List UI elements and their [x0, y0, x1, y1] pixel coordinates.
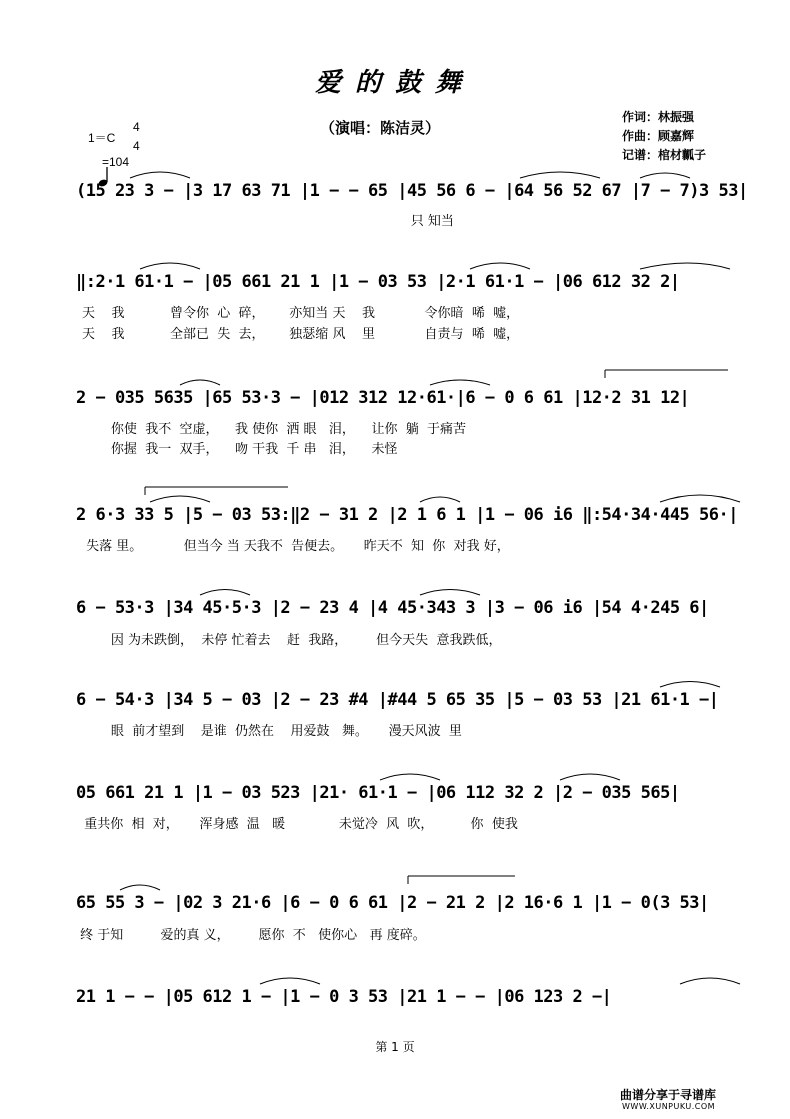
- song-title: 爱的鼓舞: [314, 68, 475, 98]
- lyric-line-2-verse-1: 天 我 曾令你 心 碎， 亦知当 天 我 令你暗 唏 嘘，: [82, 306, 520, 321]
- singer-credit: （演唱：陈洁灵）: [320, 119, 441, 137]
- score-line-2: ‖:2·1 61·1 − |05 661 21 1 |1 − 03 53 |2·1 61·1 − |06 612 32 2|: [76, 272, 680, 292]
- score-line-5: 6 − 53·3 |34 45·5·3 |2 − 23 4 |4 45·343 3 |3 − 06 i6 |54 4·245 6|: [76, 598, 709, 618]
- lyric-line-3-verse-2: 你握 我一 双手， 吻 干我 千 串 泪， 未怪: [82, 442, 398, 457]
- key-signature: 1＝C: [88, 131, 116, 145]
- lyric-line-1-verse-1: 只 知当: [76, 214, 454, 229]
- time-signature-bottom: 4: [133, 139, 140, 153]
- lyric-line-5-verse-1: 因 为未跌倒， 未停 忙着去 赶 我路， 但今天失 意我跌低，: [82, 633, 502, 648]
- transcriber-credit: 记谱：棺材瓤子: [622, 148, 707, 162]
- score-line-8: 65 55 3 − |02 3 21·6 |6 − 0 6 61 |2 − 21 2 |2 16·6 1 |1 − 0(3 53|: [76, 893, 709, 913]
- lyricist-credit: 作词：林振强: [622, 110, 695, 124]
- time-signature-top: 4: [133, 120, 140, 134]
- tempo-marking: =104: [102, 155, 130, 169]
- lyric-line-2-verse-2: 天 我 全部已 失 去， 独瑟缩 风 里 自责与 唏 嘘，: [82, 327, 520, 342]
- lyric-line-3-verse-1: 你使 我不 空虚， 我 使你 洒 眼 泪， 让你 躺 于痛苦: [82, 422, 466, 437]
- watermark-text: 曲谱分享于寻谱库: [620, 1088, 717, 1102]
- watermark-url: WWW.XUNPUKU.COM: [622, 1102, 716, 1111]
- composer-credit: 作曲：顾嘉辉: [622, 129, 695, 143]
- page-number: 第 1 页: [375, 1040, 415, 1054]
- score-line-9: 21 1 − − |05 612 1 − |1 − 0 3 53 |21 1 − − |06 123 2 −|: [76, 987, 612, 1007]
- score-line-4: 2 6·3 33 5 |5 − 03 53:‖2 − 31 2 |2 1 6 1 |1 − 06 i6 ‖:54·34·445 56·|: [76, 505, 738, 525]
- lyric-line-6-verse-1: 眼 前才望到 是谁 仍然在 用爱鼓 舞。 漫天风波 里: [82, 724, 462, 739]
- lyric-line-7-verse-1: 重共你 相 对， 浑身感 温 暖 未觉冷 风 吹， 你 使我: [76, 817, 518, 832]
- score-line-3: 2 − 035 5635 |65 53·3 − |012 312 12·61·|6 − 0 6 61 |12·2 31 12|: [76, 388, 690, 408]
- score-line-6: 6 − 54·3 |34 5 − 03 |2 − 23 #4 |#44 5 65 35 |5 − 03 53 |21 61·1 −|: [76, 690, 719, 710]
- score-line-7: 05 661 21 1 |1 − 03 523 |21· 61·1 − |06 112 32 2 |2 − 035 565|: [76, 783, 680, 803]
- score-line-1: (15 23 3 − |3 17 63 71 |1 − − 65 |45 56 6 − |64 56 52 67 |7 − 7)3 53|: [76, 181, 748, 201]
- lyric-line-4-verse-1: 失落 里。 但当今 当 天我不 告便去。 昨天不 知 你 对我 好，: [82, 539, 510, 554]
- lyric-line-8-verse-1: 终 于知 爱的真 义， 愿你 不 使你心 再 度碎。: [76, 928, 426, 943]
